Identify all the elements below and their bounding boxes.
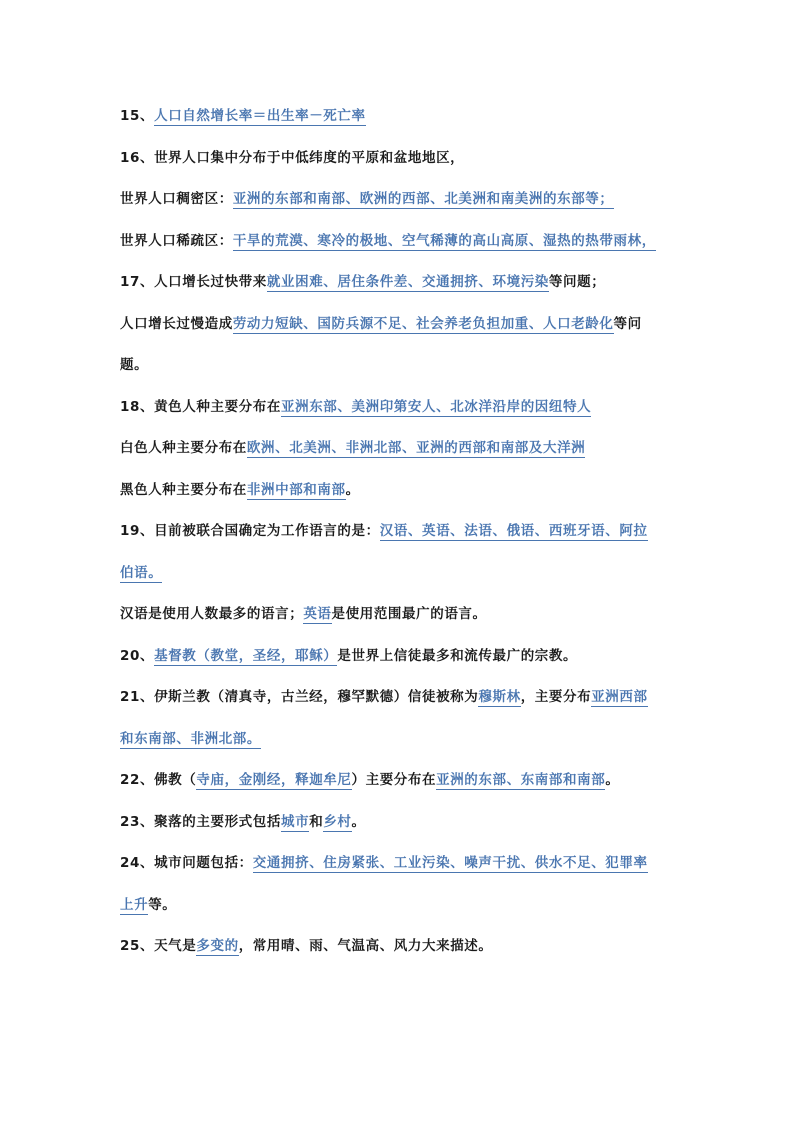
document-page bbox=[120, 96, 700, 968]
answer-text: 伯语。 bbox=[120, 564, 163, 581]
answer-text: 欧洲、北美洲、非洲北部、亚洲的西部和南部及大洋洲 bbox=[246, 440, 586, 456]
answer-text: 亚洲东部、美洲印第安人、北冰洋沿岸的因纽特人 bbox=[281, 398, 592, 415]
body-text: 21、伊斯兰教（清真寺，古兰经，穆罕默德）信徒被称为 bbox=[120, 689, 479, 705]
body-text: 题。 bbox=[120, 357, 149, 373]
body-text: 24、城市问题包括： bbox=[120, 855, 253, 871]
text-line bbox=[120, 926, 700, 968]
body-text: 23、聚落的主要形式包括 bbox=[120, 813, 281, 830]
answer-text: 就业困难、居住条件差、交通拥挤、环境污染 bbox=[266, 274, 549, 290]
answer-text: 交通拥挤、住房紧张、工业污染、噪声干扰、供水不足、犯罪率 bbox=[252, 855, 648, 871]
body-text: 16、世界人口集中分布于中低纬度的平原和盆地地区， bbox=[120, 149, 465, 166]
body-text: 15、 bbox=[120, 108, 155, 124]
text-line bbox=[120, 719, 700, 761]
text-line bbox=[120, 511, 700, 553]
answer-text: 多变的 bbox=[196, 938, 239, 954]
body-text: 世界人口稠密区： bbox=[120, 191, 233, 207]
text-line bbox=[120, 221, 700, 263]
text-line bbox=[120, 553, 700, 595]
answer-text: 亚洲西部 bbox=[591, 689, 648, 705]
text-line bbox=[120, 262, 700, 304]
body-text: 19、目前被联合国确定为工作语言的是： bbox=[120, 523, 380, 539]
text-line bbox=[120, 304, 700, 346]
answer-text: 穆斯林 bbox=[478, 689, 521, 705]
answer-text: 英语 bbox=[303, 606, 332, 622]
answer-text: 寺庙，金刚经，释迦牟尼 bbox=[196, 772, 352, 788]
body-text: 22、佛教（ bbox=[120, 772, 197, 788]
answer-text: 上升 bbox=[120, 896, 149, 913]
body-text: 是使用范围最广的语言。 bbox=[331, 606, 487, 622]
text-line bbox=[120, 428, 700, 470]
body-text: 白色人种主要分布在 bbox=[120, 440, 247, 456]
text-line bbox=[120, 802, 700, 844]
body-text: 是世界上信徒最多和流传最广的宗教。 bbox=[337, 647, 578, 664]
answer-text: 基督教（教堂，圣经，耶稣） bbox=[154, 647, 338, 664]
text-line bbox=[120, 138, 700, 180]
text-line bbox=[120, 345, 700, 387]
text-line bbox=[120, 843, 700, 885]
body-text: 和 bbox=[309, 813, 324, 830]
body-text: 世界人口稀疏区： bbox=[120, 232, 233, 249]
body-text: 等。 bbox=[148, 896, 177, 913]
body-text: 18、黄色人种主要分布在 bbox=[120, 398, 281, 415]
text-line bbox=[120, 677, 700, 719]
text-line bbox=[120, 470, 700, 512]
text-line bbox=[120, 885, 700, 927]
body-text: 。 bbox=[351, 813, 366, 830]
text-line bbox=[120, 594, 700, 636]
answer-text: 城市 bbox=[281, 813, 310, 830]
answer-text: 人口自然增长率＝出生率－死亡率 bbox=[154, 108, 366, 124]
answer-text: 汉语、英语、法语、俄语、西班牙语、阿拉 bbox=[379, 523, 648, 539]
body-text: 。 bbox=[345, 481, 360, 498]
body-text: 20、 bbox=[120, 647, 155, 664]
body-text: 等问 bbox=[613, 315, 642, 332]
answer-text: 非洲中部和南部 bbox=[246, 481, 346, 498]
text-line bbox=[120, 387, 700, 429]
body-text: 汉语是使用人数最多的语言； bbox=[120, 606, 304, 622]
body-text: 。 bbox=[605, 772, 620, 788]
body-text: ）主要分布在 bbox=[351, 772, 437, 788]
body-text: 等问题； bbox=[548, 274, 606, 290]
answer-text: 干旱的荒漠、寒冷的极地、空气稀薄的高山高原、湿热的热带雨林， bbox=[232, 232, 656, 249]
answer-text: 亚洲的东部、东南部和南部 bbox=[436, 772, 606, 788]
body-text: ，主要分布 bbox=[520, 689, 592, 705]
answer-text: 乡村 bbox=[323, 813, 352, 830]
body-text: 17、人口增长过快带来 bbox=[120, 274, 267, 290]
body-text: 25、天气是 bbox=[120, 938, 197, 954]
answer-text: 亚洲的东部和南部、欧洲的西部、北美洲和南美洲的东部等； bbox=[232, 191, 614, 207]
answer-text: 和东南部、非洲北部。 bbox=[120, 730, 261, 747]
text-line bbox=[120, 636, 700, 678]
body-text: 人口增长过慢造成 bbox=[120, 315, 233, 332]
text-line bbox=[120, 179, 700, 221]
body-text: ，常用晴、雨、气温高、风力大来描述。 bbox=[238, 938, 493, 954]
answer-text: 劳动力短缺、国防兵源不足、社会养老负担加重、人口老龄化 bbox=[232, 315, 614, 332]
body-text: 黑色人种主要分布在 bbox=[120, 481, 247, 498]
text-line bbox=[120, 760, 700, 802]
text-line bbox=[120, 96, 700, 138]
